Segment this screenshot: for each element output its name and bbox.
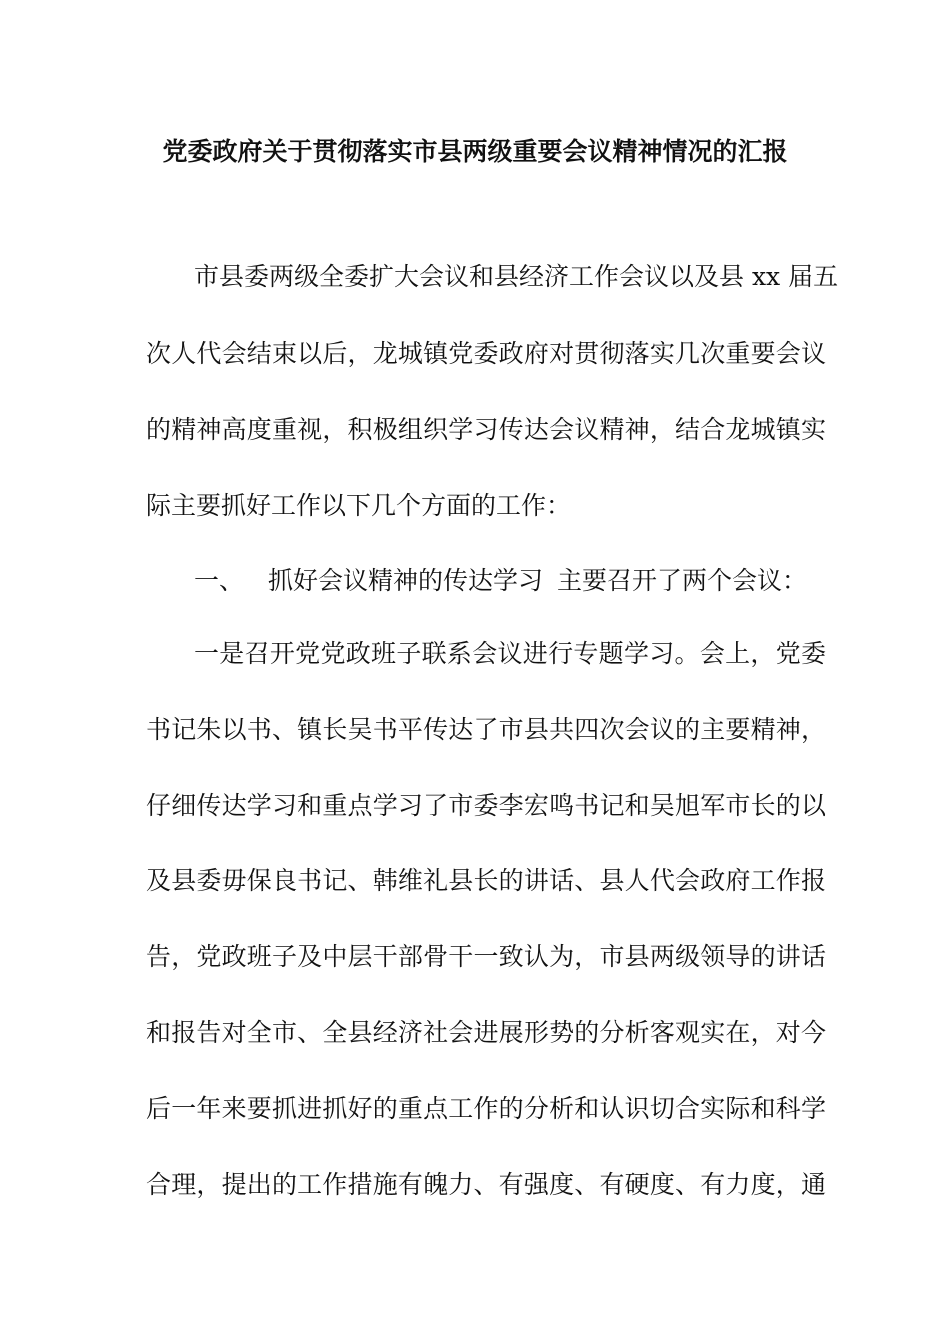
section-heading-text: 抓好会议精神的传达学习 bbox=[268, 566, 544, 595]
paragraph-line: 后一年来要抓进抓好的重点工作的分析和认识切合实际和科学 bbox=[146, 1094, 826, 1123]
paragraph-line: 及县委毋保良书记、韩维礼县长的讲话、县人代会政府工作报 bbox=[146, 866, 826, 895]
paragraph-line: 的精神高度重视，积极组织学习传达会议精神，结合龙城镇实 bbox=[146, 415, 826, 444]
paragraph-line: 际主要抓好工作以下几个方面的工作： bbox=[146, 491, 572, 520]
paragraph-line: 合理，提出的工作措施有魄力、有强度、有硬度、有力度，通 bbox=[146, 1170, 826, 1199]
paragraph-line: 告，党政班子及中层干部骨干一致认为，市县两级领导的讲话 bbox=[146, 942, 826, 971]
paragraph-line: 市县委两级全委扩大会议和县经济工作会议以及县 xx 届五 bbox=[194, 262, 839, 291]
document-title: 党委政府关于贯彻落实市县两级重要会议精神情况的汇报 bbox=[162, 137, 788, 166]
paragraph-line: 仔细传达学习和重点学习了市委李宏鸣书记和吴旭军市长的以 bbox=[146, 791, 826, 820]
paragraph-line: 和报告对全市、全县经济社会进展形势的分析客观实在，对今 bbox=[146, 1018, 826, 1047]
section-heading bbox=[194, 561, 826, 601]
section-subheading: 主要召开了两个会议： bbox=[557, 566, 808, 595]
paragraph-line: 一是召开党党政班子联系会议进行专题学习。会上，党委 bbox=[194, 639, 826, 668]
paragraph-line: 书记朱以书、镇长吴书平传达了市县共四次会议的主要精神， bbox=[146, 715, 826, 744]
section-number: 一、 bbox=[194, 566, 245, 595]
paragraph-line: 次人代会结束以后，龙城镇党委政府对贯彻落实几次重要会议 bbox=[146, 339, 826, 368]
